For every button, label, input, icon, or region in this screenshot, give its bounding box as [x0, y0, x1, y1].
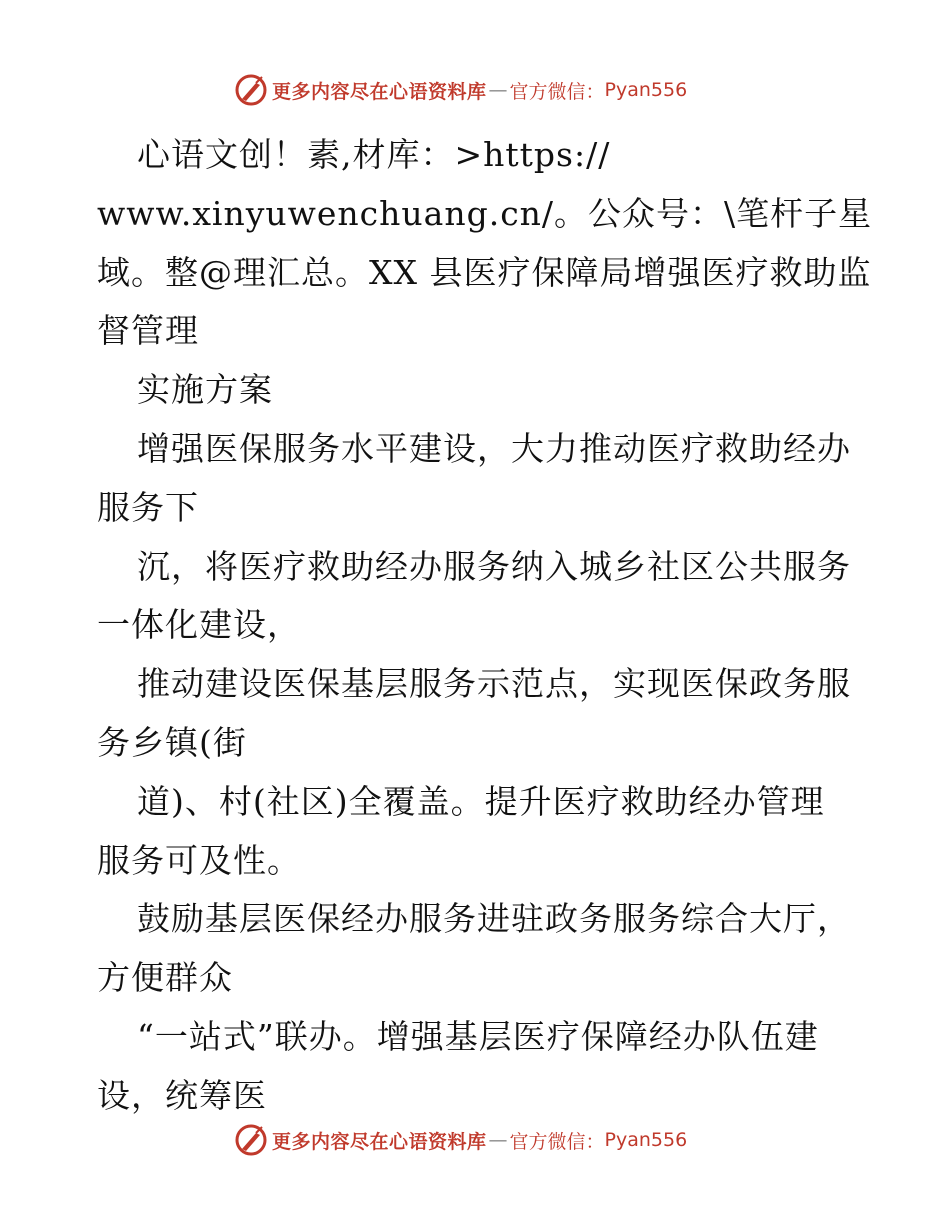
- footer-watermark: [234, 1122, 754, 1158]
- text-line: 方便群众: [97, 958, 233, 998]
- watermark-main-text: 更多内容尽在心语资料库: [272, 1130, 487, 1153]
- quill-seal-icon: [234, 1123, 268, 1157]
- watermark-sub-text: 官方微信：: [509, 1130, 605, 1153]
- text-line: “一站式”联办。增强基层医疗保障经办队伍建: [137, 1016, 819, 1056]
- text-line: 沉，将医疗救助经办服务纳入城乡社区公共服务: [137, 546, 851, 586]
- text-line: 督管理: [97, 311, 199, 351]
- text-line: 道)、村(社区)全覆盖。提升医疗救助经办管理: [137, 781, 825, 821]
- header-watermark: [234, 72, 754, 108]
- document-body: [97, 126, 873, 1126]
- quill-seal-icon: [234, 73, 268, 107]
- text-line: 推动建设医保基层服务示范点，实现医保政务服: [137, 664, 851, 704]
- text-line: 设，统筹医: [97, 1075, 267, 1115]
- section-title: 实施方案: [137, 370, 273, 410]
- text-line: 域。整@理汇总。XX 县医疗保障局增强医疗救助监: [97, 252, 872, 292]
- watermark-separator: —: [488, 1129, 508, 1151]
- watermark-wechat-id: Pyan556: [604, 79, 688, 101]
- watermark-separator: —: [488, 79, 508, 101]
- text-line: 一体化建设，: [97, 605, 301, 645]
- text-line: 服务下: [97, 487, 199, 527]
- text-line: 增强医保服务水平建设，大力推动医疗救助经办: [137, 428, 851, 468]
- watermark-wechat-id: Pyan556: [604, 1129, 688, 1151]
- watermark-sub-text: 官方微信：: [509, 80, 605, 103]
- text-line: 鼓励基层医保经办服务进驻政务服务综合大厅，: [137, 899, 851, 939]
- watermark-main-text: 更多内容尽在心语资料库: [272, 80, 487, 103]
- text-line: 心语文创！素,材库：>https://: [137, 135, 611, 174]
- text-line: 服务可及性。: [97, 840, 301, 880]
- text-line: 务乡镇(街: [97, 722, 247, 762]
- text-line: www.xinyuwenchuang.cn/。公众号：\笔杆子星: [97, 193, 873, 233]
